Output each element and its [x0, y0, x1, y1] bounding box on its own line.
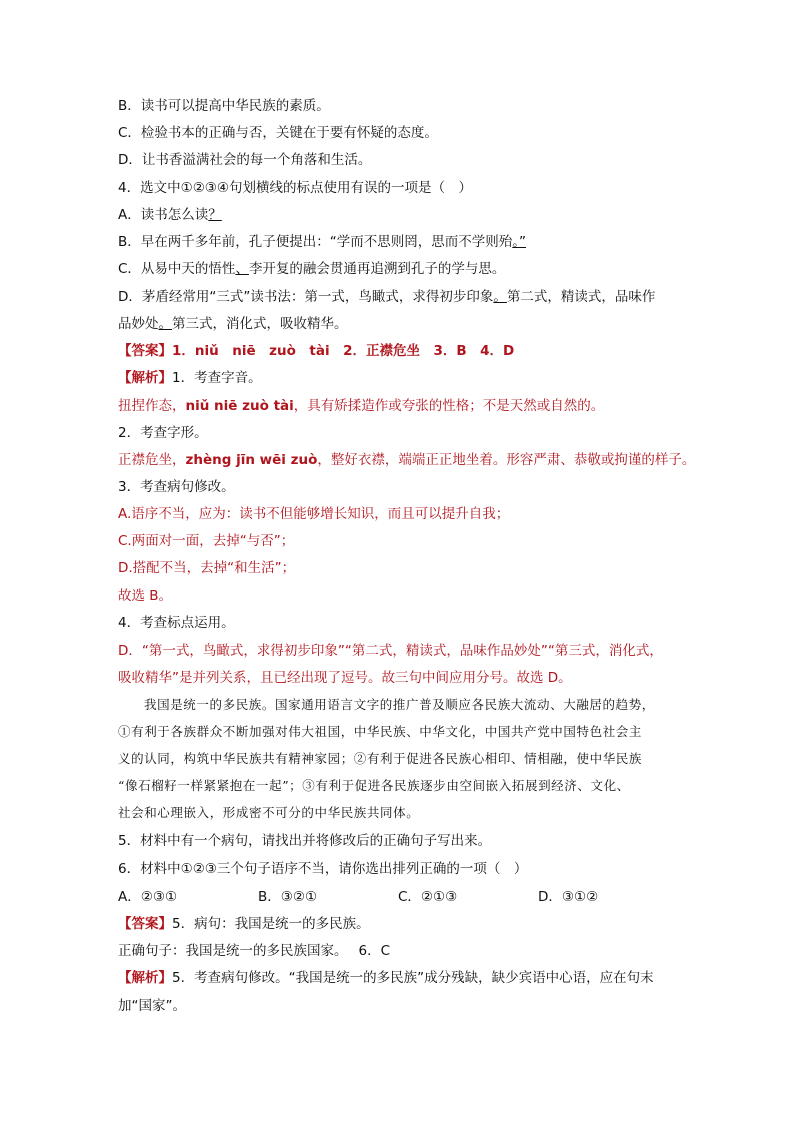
- answer-label: 【答案】: [118, 343, 172, 359]
- analysis-head-4: 4．考查标点运用。: [118, 615, 235, 631]
- answer-text: 1．niǔ niē zuò tài 2．正襟危坐 3．B 4．D: [172, 343, 515, 359]
- q6-option-b: B．③②①: [258, 889, 318, 905]
- analysis-label: 【解析】: [118, 370, 172, 386]
- q6-option-d: D．③①②: [538, 889, 599, 905]
- analysis-2-label: 【解析】: [118, 970, 172, 986]
- underlined-mark-4a: 。: [493, 289, 507, 305]
- analysis-body-3a: A.语序不当，应为：读书不但能够增长知识，而且可以提升自我；: [118, 506, 510, 522]
- material-line-1: 我国是统一的多民族。国家通用语言文字的推广普及顺应各民族大流动、大融居的趋势，: [144, 697, 655, 712]
- answer-2-text1: 5．病句：我国是统一的多民族。: [172, 916, 370, 932]
- analysis-head-3: 3．考查病句修改。: [118, 479, 235, 495]
- underlined-mark-3: 、: [235, 261, 249, 277]
- question-4-stem: 4．选文中①②③④句划横线的标点使用有误的一项是（ ）: [118, 180, 472, 196]
- question-6-options: [118, 888, 678, 906]
- analysis-body-4-line2: 吸收精华”是并列关系，且已经出现了逗号。故三句中间应用分号。故选 D。: [118, 670, 572, 686]
- option-c: C．检验书本的正确与否，关键在于要有怀疑的态度。: [118, 125, 438, 141]
- option-d: D．让书香溢满社会的每一个角落和生活。: [118, 152, 372, 168]
- analysis-body-2-post: ，整好衣襟，端端正正地坐着。形容严肃、恭敬或拘谨的样子。: [317, 452, 696, 468]
- underlined-mark-1: ？: [208, 207, 222, 223]
- question-5: 5．材料中有一个病句，请找出并将修改后的正确句子写出来。: [118, 833, 492, 849]
- question-4-option-a: [118, 206, 222, 224]
- underlined-mark-2: 。”: [512, 234, 527, 250]
- question-6-stem: 6．材料中①②③三个句子语序不当，请你选出排列正确的一项（ ）: [118, 861, 528, 877]
- option-c-pre: C．从易中天的悟性: [118, 261, 236, 277]
- analysis-head-1: [118, 369, 262, 387]
- analysis-body-2-pre: 正襟危坐，: [118, 452, 186, 468]
- analysis-body-1: [118, 397, 604, 415]
- option-b-text: B．早在两千多年前，孔子便提出：“学而不思则罔，思而不学则殆: [118, 234, 513, 250]
- option-a-text: A．读书怎么读: [118, 207, 209, 223]
- analysis-head-2: 2．考查字形。: [118, 425, 208, 441]
- q6-option-a: A．②③①: [118, 889, 178, 905]
- analysis-body-3e: 故选 B。: [118, 588, 173, 604]
- pinyin-1: niǔ niē zuò tài: [185, 398, 294, 414]
- q6-option-c: C．②①③: [398, 889, 458, 905]
- analysis-body-1-pre: 扭捏作态，: [118, 398, 186, 414]
- option-c-post: 李开复的融会贯通再追溯到孔子的学与思。: [248, 261, 506, 277]
- analysis-body-4-line1: D．“第一式，鸟瞰式，求得初步印象”“第二式，精读式，品味作品妙处”“第三式，消化式，: [118, 643, 663, 659]
- analysis-2-line1: [118, 969, 654, 987]
- option-d-pre: D．茅盾经常用“三式”读书法：第一式，鸟瞰式，求得初步印象: [118, 289, 494, 305]
- answer-2-label: 【答案】: [118, 916, 172, 932]
- option-d2-pre: 品妙处: [118, 316, 159, 332]
- answer-block-1: [118, 342, 514, 360]
- option-d2-post: 第三式，消化式，吸收精华。: [172, 316, 348, 332]
- analysis-head-text: 1．考查字音。: [172, 370, 262, 386]
- question-4-option-b: [118, 233, 526, 251]
- analysis-body-2: [118, 451, 695, 469]
- question-4-option-c: [118, 260, 505, 278]
- analysis-2-line2: 加“国家”。: [118, 998, 186, 1014]
- analysis-body-3d: D.搭配不当，去掉“和生活”；: [118, 560, 296, 576]
- question-4-option-d-line1: [118, 288, 655, 306]
- answer-block-2-line2: 正确句子：我国是统一的多民族国家。 6．C: [118, 943, 391, 959]
- answer-block-2-line1: [118, 915, 370, 933]
- option-d-post: 第二式，精读式，品味作: [506, 289, 656, 305]
- pinyin-2: zhèng jīn wēi zuò: [185, 452, 318, 468]
- material-line-2: ①有利于各族群众不断加强对伟大祖国，中华民族、中华文化，中国共产党中国特色社会主: [118, 724, 643, 739]
- analysis-2-text: 5．考查病句修改。“我国是统一的多民族”成分残缺，缺少宾语中心语，应在句末: [172, 970, 654, 986]
- question-4-option-d-line2: [118, 315, 348, 333]
- material-line-4: “像石榴籽一样紧紧抱在一起”；③有利于促进各民族逐步由空间嵌入拓展到经济、文化、: [118, 778, 630, 793]
- material-line-3: 义的认同，构筑中华民族共有精神家园；②有利于促进各民族心相印、情相融，使中华民族: [118, 751, 643, 766]
- option-b: B．读书可以提高中华民族的素质。: [118, 98, 330, 114]
- analysis-body-1-post: ，具有矫揉造作或夸张的性格；不是天然或自然的。: [293, 398, 605, 414]
- underlined-mark-4b: 。: [158, 316, 172, 332]
- material-line-5: 社会和心理嵌入，形成密不可分的中华民族共同体。: [118, 805, 420, 820]
- analysis-body-3c: C.两面对一面，去掉“与否”；: [118, 533, 295, 549]
